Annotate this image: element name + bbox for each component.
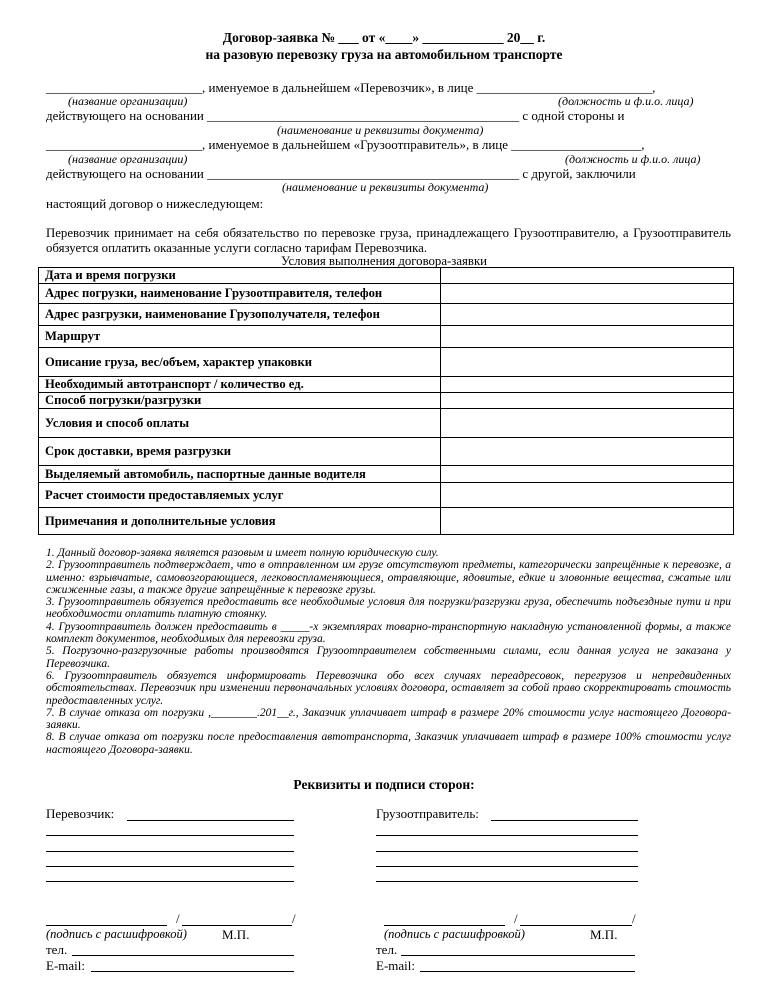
row-value[interactable] xyxy=(441,268,734,284)
row-value[interactable] xyxy=(441,466,734,483)
table-row xyxy=(39,268,734,284)
table-row xyxy=(39,284,734,304)
hint-position-2: (должность и ф.и.о. лица) xyxy=(565,152,701,166)
row-value[interactable] xyxy=(441,483,734,508)
party-line-carrier: ________________________, именуемое в дальнейшем «Перевозчик», в лице ___________________________, xyxy=(46,80,656,95)
carrier-label: Перевозчик: xyxy=(46,806,115,821)
table-row xyxy=(39,304,734,326)
contract-preamble: настоящий договор о нижеследующем: xyxy=(46,196,264,211)
row-label: Маршрут xyxy=(39,326,441,348)
table-row xyxy=(39,348,734,377)
party-line-basis-1: действующего на основании ________________________________________________ с одной стороны и xyxy=(46,108,625,123)
table-row xyxy=(39,409,734,438)
hint-org-name-2: (название организации) xyxy=(68,152,188,166)
row-value[interactable] xyxy=(441,377,734,393)
row-value[interactable] xyxy=(441,304,734,326)
row-label: Условия и способ оплаты xyxy=(39,409,441,438)
shipper-email-line[interactable] xyxy=(420,971,635,972)
carrier-stamp: М.П. xyxy=(222,927,250,942)
document-title: Договор-заявка № ___ от «____» ____________ 20__ г. xyxy=(222,30,546,45)
shipper-phone-line[interactable] xyxy=(401,955,635,956)
row-label: Дата и время погрузки xyxy=(39,268,441,284)
carrier-email-label: E-mail: xyxy=(46,958,85,973)
shipper-sign-slash: / xyxy=(514,911,518,926)
shipper-details-line-1[interactable] xyxy=(376,835,638,836)
table-row xyxy=(39,393,734,409)
row-value[interactable] xyxy=(441,348,734,377)
table-row xyxy=(39,466,734,483)
party-line-shipper: ________________________, именуемое в дальнейшем «Грузоотправитель», в лице ____________________, xyxy=(46,137,645,152)
table-row xyxy=(39,483,734,508)
term-item: 3. Грузоотправитель обязуется предоставить все необходимые условия для погрузки/разгрузки груза, обеспечить подъездные пути и при необходимости оплатить платную стоянку. xyxy=(46,596,731,621)
carrier-details-line-4[interactable] xyxy=(46,881,294,882)
shipper-sign-hint: (подпись с расшифровкой) xyxy=(384,927,525,941)
table-row xyxy=(39,438,734,466)
term-item: 6. Грузоотправитель обязуется информировать Перевозчика обо всех случаях переадресовок, перегрузов и непредвиденных обстоятельствах. Перевозчик при изменении первоначальных условиях договора, оставляет за собой право скорректировать стоимость предоставленных услуг. xyxy=(46,669,731,707)
row-value[interactable] xyxy=(441,284,734,304)
shipper-label: Грузоотправитель: xyxy=(376,806,479,821)
carrier-sign-slash: / xyxy=(176,911,180,926)
carrier-signature-line[interactable] xyxy=(46,925,167,926)
carrier-name-decode-line[interactable] xyxy=(182,925,292,926)
term-item: 5. Погрузочно-разгрузочные работы производятся Грузоотправителем собственными силами, если данная услуга не заказана у Перевозчика. xyxy=(46,645,731,670)
row-label: Адрес разгрузки, наименование Грузополучателя, телефон xyxy=(39,304,441,326)
shipper-name-line[interactable] xyxy=(491,820,638,821)
row-label: Выделяемый автомобиль, паспортные данные водителя xyxy=(39,466,441,483)
shipper-phone-label: тел. xyxy=(376,942,398,957)
hint-document-1: (наименование и реквизиты документа) xyxy=(277,123,484,137)
carrier-sign-slash-end: / xyxy=(292,911,296,926)
table-row xyxy=(39,377,734,393)
row-label: Необходимый автотранспорт / количество ед. xyxy=(39,377,441,393)
hint-org-name-1: (название организации) xyxy=(68,94,188,108)
row-label: Срок доставки, время разгрузки xyxy=(39,438,441,466)
term-item: 1. Данный договор-заявка является разовым и имеет полную юридическую силу. xyxy=(46,547,439,559)
row-label: Расчет стоимости предоставляемых услуг xyxy=(39,483,441,508)
row-value[interactable] xyxy=(441,409,734,438)
hint-document-2: (наименование и реквизиты документа) xyxy=(282,180,489,194)
table-row xyxy=(39,326,734,348)
hint-position-1: (должность и ф.и.о. лица) xyxy=(558,94,694,108)
carrier-sign-hint: (подпись с расшифровкой) xyxy=(46,927,187,941)
table-row xyxy=(39,508,734,535)
carrier-details-line-3[interactable] xyxy=(46,866,294,867)
shipper-email-label: E-mail: xyxy=(376,958,415,973)
row-value[interactable] xyxy=(441,393,734,409)
carrier-phone-label: тел. xyxy=(46,942,68,957)
carrier-details-line-1[interactable] xyxy=(46,835,294,836)
party-line-basis-2: действующего на основании ________________________________________________ с другой, заключили xyxy=(46,166,636,181)
terms-list xyxy=(46,547,731,756)
row-value[interactable] xyxy=(441,326,734,348)
document-subtitle: на разовую перевозку груза на автомобильном транспорте xyxy=(205,47,563,62)
term-item: 7. В случае отказа от погрузки ,________.201__г., Заказчик уплачивает штраф в размере 20% стоимости услуг настоящего Договора-заявки. xyxy=(46,706,731,732)
shipper-details-line-4[interactable] xyxy=(376,881,638,882)
shipper-sign-slash-end: / xyxy=(632,911,636,926)
shipper-name-decode-line[interactable] xyxy=(520,925,632,926)
term-item: 2. Грузоотправитель подтверждает, что в отправленном им грузе отсутствуют предметы, категорически запрещённые к перевозке, а именно: взрывчатые, самовозгорающиеся, легковоспламеняющиеся, отравляющие, ядовитые, едкие и зловонные вещества, сжатые или сжиженные газы, а также другие запрещённые к перевозке грузы. xyxy=(46,559,731,596)
intro-paragraph: Перевозчик принимает на себя обязательство по перевозке груза, принадлежащего Грузоотправителю, а Грузоотправитель обязуется оплатить оказанные услуги согласно тарифам Перевозчика. xyxy=(46,226,731,255)
row-label: Описание груза, вес/объем, характер упаковки xyxy=(39,348,441,377)
signatures-title: Реквизиты и подписи сторон: xyxy=(293,777,475,792)
carrier-phone-line[interactable] xyxy=(72,955,294,956)
conditions-title: Условия выполнения договора-заявки xyxy=(280,254,488,268)
row-value[interactable] xyxy=(441,438,734,466)
row-label: Способ погрузки/разгрузки xyxy=(39,393,441,409)
row-value[interactable] xyxy=(441,508,734,535)
shipper-signature-line[interactable] xyxy=(384,925,505,926)
shipper-stamp: М.П. xyxy=(590,927,618,942)
carrier-name-line[interactable] xyxy=(127,820,294,821)
term-item: 4. Грузоотправитель должен предоставить в _____-х экземплярах товарно-транспортную накладную установленной формы, а также комплект документов, необходимых для перевозки груза. xyxy=(46,620,731,646)
carrier-email-line[interactable] xyxy=(91,971,294,972)
row-label: Примечания и дополнительные условия xyxy=(39,508,441,535)
row-label: Адрес погрузки, наименование Грузоотправителя, телефон xyxy=(39,284,441,304)
shipper-details-line-2[interactable] xyxy=(376,851,638,852)
carrier-details-line-2[interactable] xyxy=(46,851,294,852)
shipper-details-line-3[interactable] xyxy=(376,866,638,867)
conditions-table xyxy=(38,267,734,535)
term-item: 8. В случае отказа от погрузки после предоставления автотранспорта, Заказчик уплачивает штраф в размере 100% стоимости услуг настоящего Договора-заявки. xyxy=(46,731,731,756)
